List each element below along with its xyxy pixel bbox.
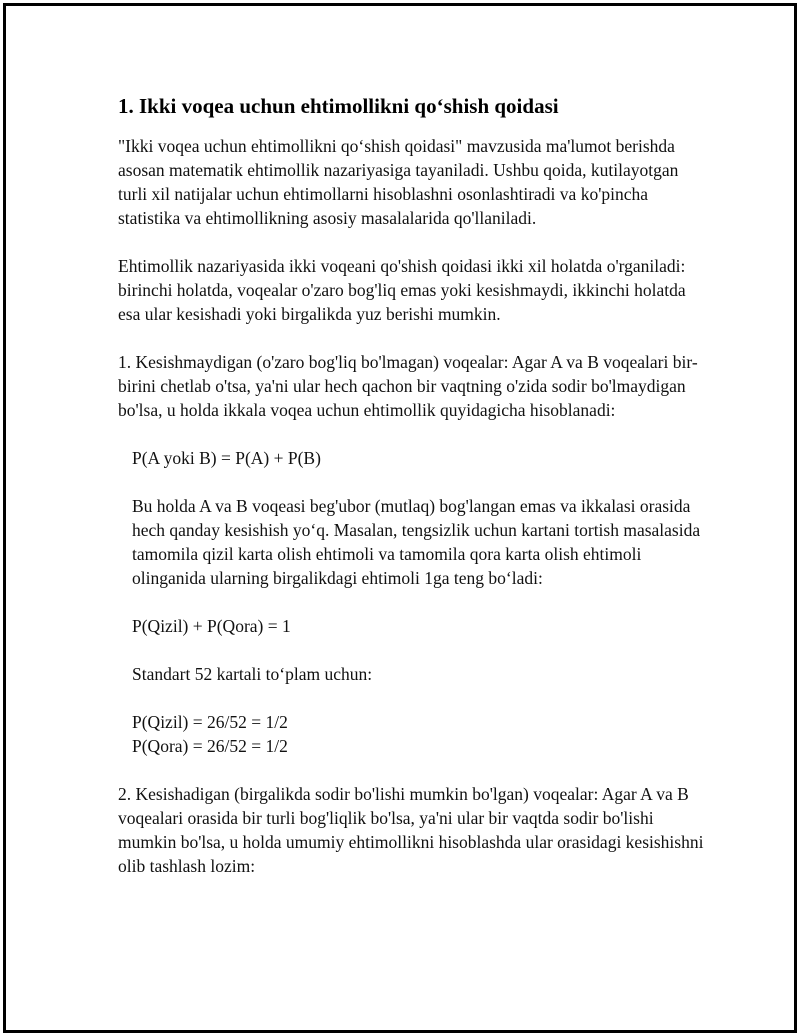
case-1-explanation: Bu holda A va B voqeasi beg'ubor (mutlaq) bog'langan emas va ikkalasi orasida hech qanday kesishish yo‘q. Masalan, tengsizlik uchun kartani tortish masalasida tamomila qizil karta olish ehtimoli va tamomila qora karta olish ehtimoli olinganida ularning birgalikdagi ehtimoli 1ga teng bo‘ladi: bbox=[132, 496, 701, 588]
deck-note: Standart 52 kartali to‘plam uchun: bbox=[132, 664, 373, 684]
formula-red-black: P(Qizil) + P(Qora) = 1 bbox=[132, 616, 291, 636]
formula-black-probability: P(Qora) = 26/52 = 1/2 bbox=[132, 736, 288, 756]
document-body bbox=[118, 92, 708, 878]
case-1-paragraph: 1. Kesishmaydigan (o'zaro bog'liq bo'lmagan) voqealar: Agar A va B voqealari bir-birini chetlab o'tsa, ya'ni ular hech qachon bir vaqtning o'zida sodir bo'lmaydigan bo'lsa, u holda ikkala voqea uchun ehtimollik quyidagicha hisoblanadi: bbox=[118, 352, 698, 420]
case-2-paragraph: 2. Kesishadigan (birgalikda sodir bo'lishi mumkin bo'lgan) voqealar: Agar A va B voqealari orasida bir turli bog'liqlik bo'lsa, ya'ni ular bir vaqtda sodir bo'lishi mumkin bo'lsa, u holda umumiy ehtimollikni hisoblashda ular orasidagi kesishishni olib tashlash lozim: bbox=[118, 784, 704, 876]
formula-sum-rule: P(A yoki B) = P(A) + P(B) bbox=[132, 448, 321, 468]
intro-paragraph-2: Ehtimollik nazariyasida ikki voqeani qo'shish qoidasi ikki xil holatda o'rganiladi: birinchi holatda, voqealar o'zaro bog'liq emas yoki kesishmaydi, ikkinchi holatda esa ular kesishadi yoki birgalikda yuz berishi mumkin. bbox=[118, 256, 686, 324]
section-heading: 1. Ikki voqea uchun ehtimollikni qo‘shish qoidasi bbox=[118, 94, 559, 118]
intro-paragraph-1: "Ikki voqea uchun ehtimollikni qo‘shish qoidasi" mavzusida ma'lumot berishda asosan matematik ehtimollik nazariyasiga tayaniladi. Ushbu qoida, kutilayotgan turli xil natijalar uchun ehtimollarni hisoblashni osonlashtiradi va ko'pincha statistika va ehtimollikning asosiy masalalarida qo'llaniladi. bbox=[118, 136, 679, 228]
formula-red-probability: P(Qizil) = 26/52 = 1/2 bbox=[132, 712, 288, 732]
